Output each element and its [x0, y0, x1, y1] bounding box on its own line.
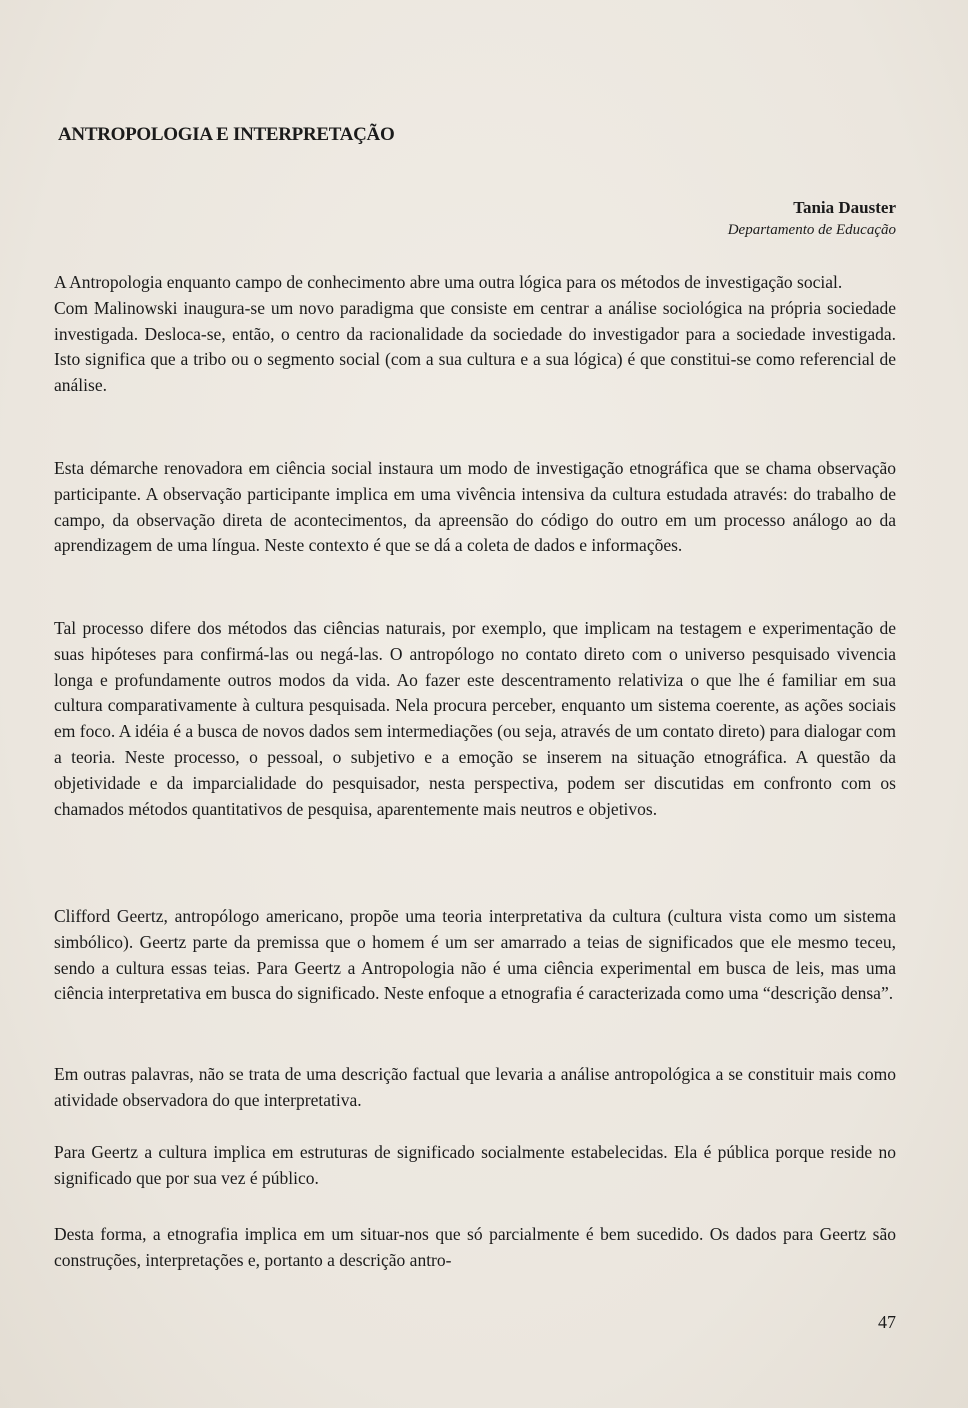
paragraph-block-2: [54, 456, 896, 559]
paragraph: Tal processo difere dos métodos das ciências naturais, por exemplo, que implicam na testagem e experimentação de suas hipóteses para confirmá-las ou negá-las. O antropólogo no contato direto com o universo pesquisado vivencia longa e profundamente outros modos da vida. Ao fazer este descentramento relativiza o que lhe é familiar em sua cultura comparativamente à cultura pesquisada. Nela procura perceber, enquanto um sistema coerente, as ações sociais em foco. A idéia é a busca de novos dados sem intermediações (ou seja, através de um contato direto) para dialogar com a teoria. Neste processo, o pessoal, o subjetivo e a emoção se inserem na situação etnográfica. A questão da objetividade e da imparcialidade do pesquisador, nesta perspectiva, podem ser discutidas em confronto com os chamados métodos quantitativos de pesquisa, aparentemente mais neutros e objetivos.: [54, 618, 896, 819]
paragraph-block-7: [54, 1222, 896, 1274]
paragraph-block-4: [54, 904, 896, 1007]
paragraph: A Antropologia enquanto campo de conhecimento abre uma outra lógica para os métodos de investigação social.: [54, 272, 843, 292]
paragraph-block-5: [54, 1062, 896, 1114]
paragraph: Esta démarche renovadora em ciência social instaura um modo de investigação etnográfica que se chama observação participante. A observação participante implica em uma vivência intensiva da cultura estudada através: do trabalho de campo, da observação direta de acontecimentos, da apreensão do código do outro em um processo análogo ao da aprendizagem de uma língua. Neste contexto é que se dá a coleta de dados e informações.: [54, 458, 896, 556]
paragraph-block-6: [54, 1140, 896, 1192]
paragraph-block-3: [54, 616, 896, 822]
paragraph: Em outras palavras, não se trata de uma descrição factual que levaria a análise antropológica a se constituir mais como atividade observadora do que interpretativa.: [54, 1064, 896, 1110]
paragraph-block-1: [54, 270, 896, 399]
page-number: 47: [878, 1312, 896, 1332]
paragraph: Clifford Geertz, antropólogo americano, propõe uma teoria interpretativa da cultura (cultura vista como um sistema simbólico). Geertz parte da premissa que o homem é um ser amarrado a teias de significados que ele mesmo teceu, sendo a cultura essas teias. Para Geertz a Antropologia não é uma ciência experimental em busca de leis, mas uma ciência interpretativa em busca do significado. Neste enfoque a etnografia é caracterizada como uma “descrição densa”.: [54, 906, 896, 1004]
paragraph: Para Geertz a cultura implica em estruturas de significado socialmente estabelecidas. Ela é pública porque reside no significado que por sua vez é público.: [54, 1142, 896, 1188]
paragraph: Desta forma, a etnografia implica em um situar-nos que só parcialmente é bem sucedido. Os dados para Geertz são construções, interpretações e, portanto a descrição antro-: [54, 1224, 896, 1270]
author-department: Departamento de Educação: [727, 222, 896, 238]
author-name: Tania Dauster: [793, 198, 896, 217]
paragraph: Com Malinowski inaugura-se um novo paradigma que consiste em centrar a análise sociológica na própria sociedade investigada. Desloca-se, então, o centro da racionalidade da sociedade do investigador para a sociedade investigada. Isto significa que a tribo ou o segmento social (com a sua cultura e a sua lógica) é que constitui-se como referencial de análise.: [54, 297, 896, 396]
article-title: ANTROPOLOGIA E INTERPRETAÇÃO: [58, 124, 395, 145]
